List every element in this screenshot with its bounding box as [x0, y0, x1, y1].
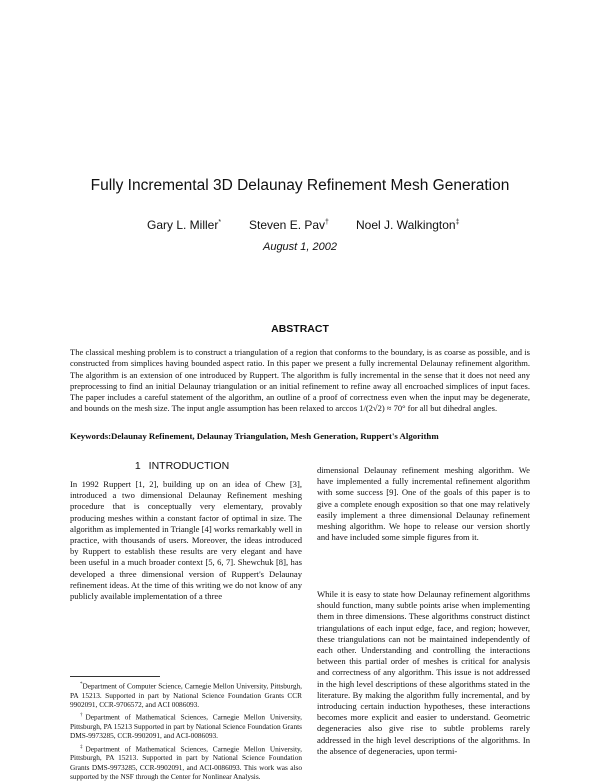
section-heading: [70, 460, 302, 472]
author-name: Steven E. Pav: [249, 218, 326, 232]
intro-paragraph-2: While it is easy to state how Delaunay refinement algorithms should function, many subtle points arise when implementing them in three dimensions. These algorithms construct distinct triangulations of each input edge, face, and region; however, these triangulations can not be maintained independently of each other. Understanding and controlling the interactions between this partial order of meshes is critical for analysis and correctness of any algorithm. This issue is not addressed in the high level descriptions of these algorithms stated in the literature. By making the algorithm fully incremental, and by introducing certain induction hypotheses, these interactions becomes more explicit and easier to understand. Geometric degeneracies also give rise to subtle problems rarely addressed in the high level descriptions of the algorithms. In the absence of degeneracies, upon termi-: [317, 589, 530, 756]
author-name: Noel J. Walkington: [356, 218, 456, 232]
author-mark: *: [218, 219, 222, 226]
paper-date: August 1, 2002: [262, 241, 337, 253]
abstract-heading: ABSTRACT: [271, 323, 329, 335]
footnote-mark: †: [80, 713, 86, 719]
section-number: 1: [134, 460, 141, 472]
footnote-mark: ‡: [80, 744, 86, 750]
author-mark: †: [325, 219, 329, 226]
footnote-mark: *: [80, 682, 83, 687]
author-walkington: [356, 218, 460, 232]
section-title: INTRODUCTION: [148, 460, 230, 472]
author-pav: [249, 218, 329, 232]
footnote-text: Department of Mathematical Sciences, Carnegie Mellon University, Pittsburgh, PA 15213 Supported in part by National Science Foundation Grants DMS-9973285, CCR-9902091, and ACI-0086093.: [70, 712, 302, 741]
keywords: Keywords:Delaunay Refinement, Delaunay Triangulation, Mesh Generation, Ruppert's Algorithm: [70, 431, 439, 441]
abstract-text: The classical meshing problem is to construct a triangulation of a region that conforms to the boundary, is as coarse as possible, and is constructed from simplices having bounded aspect ratio. In this paper we present a fully incremental Delaunay refinement algorithm. The algorithm is an extension of one introduced by Ruppert. The algorithm is fully incremental in the sense that it does not need any preprocessing to find an initial Delaunay triangulation or an initial refinement to refine away all encroached simplices of input faces. The paper includes a careful statement of the algorithm, an outline of a proof of correctness even when the input may be degenerate, and bounds on the mesh size. The input angle assumption has been relaxed to arccos 1/(2√2) ≈ 70° for all but dihedral angles.: [70, 347, 530, 414]
footnote-rule: [70, 676, 160, 677]
author-miller: [147, 218, 221, 232]
footnote: [70, 743, 302, 782]
author-mark: ‡: [455, 219, 460, 226]
intro-paragraph-1: In 1992 Ruppert [1, 2], building up on an idea of Chew [3], introduced a two dimensional Delaunay Refinement meshing procedure that is conceptually very elementary, provably producing meshes within a constant factor of optimal in size. The algorithm as implemented in Triangle [4] works remarkably well in practice, with thousands of users. Moreover, the ideas introduced by Ruppert to establish these results are very elegant and have been useful in a much broader context [5, 6, 7]. Shewchuk [8], has developed a three dimensional version of Ruppert's Delaunay refinement ideas. At the time of this writing we do not know of any publicly available implementation of a three: [70, 479, 302, 602]
author-name: Gary L. Miller: [147, 218, 219, 232]
footnote: [70, 711, 302, 740]
footnote-text: Department of Computer Science, Carnegie Mellon University, Pittsburgh, PA 15213. Supported in part by National Science Foundation Grants CCR 9902091, CCR-9706572, and ACI 0086093.: [70, 681, 302, 710]
paper-title: Fully Incremental 3D Delaunay Refinement Mesh Generation: [90, 177, 510, 194]
footnotes: [70, 680, 302, 783]
intro-paragraph-1-continued: dimensional Delaunay refinement meshing algorithm. We have implemented a fully incremental refinement algorithm with some success [9]. One of the goals of this paper is to give a complete enough exposition so that one may relatively easily implement a three dimensional Delaunay refinement meshing algorithm. We hope to release our version shortly and have included some simple figures from it.: [317, 465, 530, 543]
footnote: [70, 680, 302, 709]
footnote-text: Department of Mathematical Sciences, Carnegie Mellon University, Pittsburgh, PA 15213. Supported in part by National Science Foundation Grants DMS-9973285, CCR-9902091, and ACI-0086093. This work was also supported by the NSF through the Center for Nonlinear Analysis.: [70, 744, 302, 781]
